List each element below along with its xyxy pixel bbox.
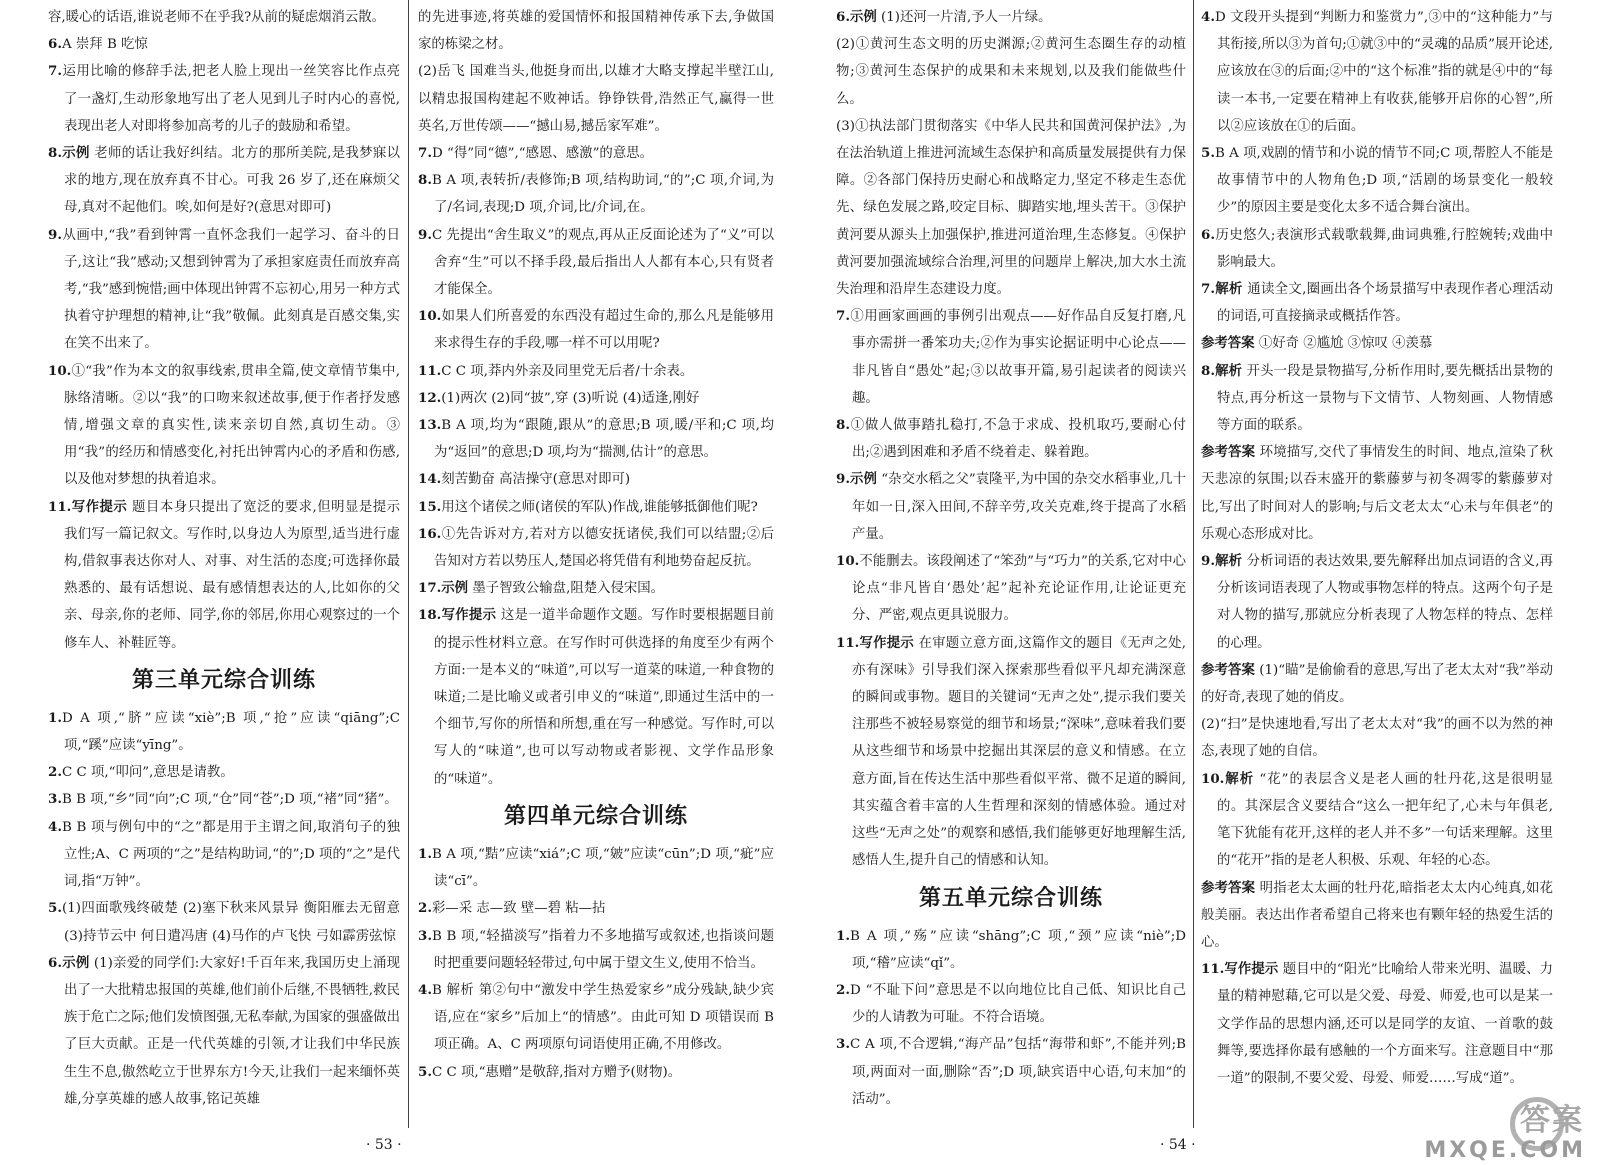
item-number: 6.: [48, 954, 62, 971]
item-keyword: 示例: [849, 9, 877, 25]
item-number: 9.: [836, 471, 850, 488]
answer-item: [418, 4, 774, 58]
column-divider-right: [1193, 0, 1194, 1128]
item-text: 题目中的“阳光”比喻给人带来光明、温暖、力量的精神慰藉,它可以是父爱、母爱、师爱,也可以是某一文学作品的思想内涵,还可以是同学的友谊、一首歌的鼓舞等,要选择你最有感触的一个方面来写。注意题目中“那一道”的限制,不要父爱、母爱、师爱……写成“道”。: [1217, 962, 1554, 1086]
answer-item: [418, 521, 774, 575]
item-text: D “不耻下问”意思是不以向地位比自己低、知识比自己少的人请教为可耻。不符合语境。: [849, 982, 1186, 1026]
item-text: (1)还河一片清,予人一片绿。: [876, 10, 1052, 25]
item-text: 通读全文,圈画出各个场景描写中表现作者心理活动的词语,可直接摘录或概括作答。: [1217, 282, 1553, 325]
item-number: 14.: [418, 471, 442, 488]
answer-item: [48, 222, 400, 358]
item-number: 8.: [836, 417, 850, 434]
answer-item: [1201, 875, 1553, 957]
item-keyword: 写作提示: [441, 607, 497, 624]
column-3: [836, 4, 1186, 1113]
item-text: ①先告诉对方,若对方以德安抚诸侯,我们可以结盟;②后告知对方若以势压人,楚国必将凭借有利地势奋起反抗。: [434, 526, 774, 570]
item-text: B A 项,“黠”应读“xiá”;C 项,“皴”应读“cūn”;D 项,“疵”应读“cī”。: [431, 846, 774, 890]
item-text: 环境描写,交代了事情发生的时间、地点,渲染了秋天悲凉的氛围;以吞末盛开的紫藤萝与初冬凋零的紫藤萝对比,写出了时间对人的影响;与后文老太太“心未与年俱老”的乐观心态形成对比。: [1201, 445, 1553, 542]
item-number: 10.: [836, 553, 860, 570]
item-text: 运用比喻的修辞手法,把老人脸上现出一丝笑容比作点亮了一盏灯,生动形象地写出了老人见到儿子时内心的喜悦,表现出老人对即将参加高考的儿子的鼓励和希望。: [61, 64, 400, 134]
item-number: 10.: [1201, 770, 1225, 787]
item-text: ①用画家画画的事例引出观点——好作品自反复打磨,凡事亦需拼一番笨功夫;②作为事实论据证明中心论点——非凡皆自“愚处”起;③以故事开篇,易引起读者的阅读兴趣。: [849, 309, 1186, 406]
item-number: 7.: [1201, 281, 1215, 298]
item-number: 1.: [836, 927, 850, 944]
item-number: 1.: [418, 845, 432, 862]
answer-item: [48, 140, 400, 222]
item-text: B B 项,“轻描淡写”指着力不多地描写或叙述,也指谈问题时把重要问题轻轻带过,句中属于望文生义,使用不恰当。: [431, 928, 774, 971]
item-keyword: 示例: [441, 580, 469, 597]
item-text: 的先进事迹,将英雄的爱国情怀和报国精神传承下去,争做国家的栋梁之材。: [418, 10, 774, 53]
answer-item: [418, 358, 774, 385]
item-number: 9.: [1201, 553, 1215, 570]
item-text: C C 项,“惠赠”是敬辞,指对方赠予(财物)。: [431, 1064, 682, 1080]
answer-item: [48, 494, 400, 657]
answer-item: [1201, 358, 1553, 440]
item-number: 13.: [418, 417, 442, 434]
item-keyword: 示例: [849, 471, 877, 488]
item-number: 11.: [48, 498, 72, 515]
item-keyword: 示例: [61, 954, 90, 971]
answer-item: [48, 786, 400, 813]
answer-item: [1201, 140, 1553, 222]
item-text: 彩—采 志—致 壁—碧 粘—拈: [431, 901, 606, 917]
item-text: ①好奇 ②尴尬 ③惊叹 ④羡慕: [1254, 336, 1433, 352]
item-text: 不能删去。该段阐述了“笨劲”与“巧力”的关系,它对中心论点“非凡皆自‘愚处’起”起补充论证作用,让论证更充分、严密,观点更具说服力。: [852, 554, 1186, 624]
item-number: 12.: [418, 389, 442, 406]
watermark-top-text: 答案: [1520, 1103, 1584, 1138]
item-number: 9.: [48, 226, 62, 243]
answer-item: [836, 630, 1186, 875]
item-text: D A 项,“脐”应读“xiè”;B 项,“抢”应读“qiāng”;C 项,“蹊”应读“yīng”。: [61, 710, 400, 754]
item-text: (2)①黄河生态文明的历史渊源;②黄河生态圈生存的动植物;③黄河生态保护的成果和未来规划,以及我们能做些什么。: [836, 37, 1186, 107]
answer-item: [418, 841, 774, 895]
answer-item: [1201, 222, 1553, 276]
answer-item: [48, 358, 400, 494]
item-number: 8.: [48, 145, 62, 162]
item-number: 7.: [48, 63, 62, 80]
item-number: 16.: [418, 525, 442, 542]
answer-item: [418, 222, 774, 304]
item-number: 7.: [418, 145, 432, 162]
unit-5-heading: 第五单元综合训练: [918, 885, 1103, 911]
item-keyword: 参考答案: [1201, 335, 1255, 352]
unit-4-heading: 第四单元综合训练: [503, 803, 688, 829]
page-number-left: · 53 ·: [366, 1137, 402, 1153]
item-text: ①“我”作为本文的叙事线索,贯串全篇,使文章情节集中,脉络清晰。②以“我”的口吻来叙述故事,便于作者抒发感情,增强文章的真实性,读来亲切自然,真切生动。③用“我”的经历和情感变化,衬托出钟霄内心的矛盾和伤感,以及他对梦想的执着追求。: [64, 363, 400, 488]
item-text: A 崇拜 B 吃惊: [61, 37, 148, 53]
item-text: 老师的话让我好纠结。北方的那所美院,是我梦寐以求的地方,现在放弃真不甘心。可我 26 岁了,还在麻烦父母,真对不起他们。唉,如何是好?(意思对即可): [64, 146, 400, 216]
item-text: (2)“扫”是快速地看,写出了老太太对“我”的画不以为然的神态,表现了她的自信。: [1201, 717, 1553, 760]
item-text: C C 项,“叩问”,意思是请教。: [61, 765, 234, 781]
item-text: 题目本身只提出了宽泛的要求,但明显是提示我们写一篇记叙文。写作时,以身边人为原型,适当进行虚构,借叙事表达你对人、对事、对生活的态度;可选择你最熟悉的、最有话想说、最有感情想表达的人,比如你的父亲、母亲,你的老师、同学,你的邻居,你用心观察过的一个修车人、补鞋匠等。: [64, 499, 401, 651]
answer-item: [418, 1059, 774, 1086]
column-4: [1201, 4, 1553, 1092]
item-number: 5.: [418, 1063, 432, 1080]
answer-item: [418, 140, 774, 167]
item-number: 8.: [418, 172, 432, 189]
item-keyword: 参考答案: [1201, 879, 1256, 896]
item-text: B A 项,均为“跟随,跟从”的意思;B 项,暖/平和;C 项,均为“返回”的意思;D 项,均为“揣测,估计”的意思。: [434, 418, 774, 461]
item-text: 这是一道半命题作文题。写作时要根据题目前的提示性材料立意。在写作时可供选择的角度至少有两个方面:一是本义的“味道”,可以写一道菜的味道,一种食物的味道;二是比喻义或者引申义的“味道”,即通过生活中的一个细节,写你的所悟和所想,重在写一种感觉。写作时,可以写人的“味道”,也可以写动物或者影视、文学作品形象的“味道”。: [434, 608, 774, 787]
item-text: (1)亲爱的同学们:大家好!千百年来,我国历史上涌现出了一大批精忠报国的英雄,他们前仆后继,不畏牺牲,救民族于危亡之际;他们发愤图强,无私奉献,为国家的强盛做出了巨大贡献。正是一代代英雄的引领,才让我们中华民族生生不息,傲然屹立于世界东方!今天,让我们一起来缅怀英雄,分享英雄的感人故事,铭记英雄: [64, 955, 400, 1107]
answer-item: [1201, 330, 1553, 357]
item-number: 11.: [1201, 961, 1225, 978]
answer-item: [418, 466, 774, 493]
answer-item: [418, 977, 774, 1059]
item-number: 10.: [418, 308, 442, 325]
item-keyword: 解析: [1214, 553, 1243, 570]
item-number: 3.: [418, 927, 432, 944]
answer-item: [836, 31, 1186, 113]
item-text: 容,暖心的话语,谁说老师不在乎我?从前的疑虑烟消云散。: [48, 10, 386, 25]
item-text: 墨子智致公输盘,阻楚入侵宋国。: [468, 581, 665, 597]
item-number: 18.: [418, 607, 442, 624]
item-number: 11.: [836, 634, 860, 651]
item-text: B B 项与例句中的“之”都是用于主谓之间,取消句子的独立性;A、C 两项的“之”是结构助词,“的”;D 项的“之”是代词,指“万钟”。: [61, 819, 400, 890]
item-number: 6.: [48, 36, 62, 53]
answer-item: [418, 412, 774, 466]
answer-item: [48, 705, 400, 759]
item-number: 6.: [1201, 226, 1215, 243]
item-keyword: 解析: [1224, 770, 1255, 787]
answer-item: [48, 950, 400, 1113]
item-text: 开头一段是景物描写,分析作用时,要先概括出景物的特点,再分析这一景物与下文情节、人物刻画、人物情感等方面的联系。: [1217, 363, 1553, 434]
column-divider-left: [408, 0, 409, 1128]
item-keyword: 参考答案: [1201, 444, 1256, 461]
item-number: 2.: [418, 900, 432, 917]
item-text: 从画中,“我”看到钟霄一直怀念我们一起学习、奋斗的日子,这让“我”感动;又想到钟霄为了承担家庭责任而放弃高考,“我”感到惋惜;画中体现出钟霄不忘初心,用另一种方式执着守护理想的精神,让“我”敬佩。此刻真是百感交集,实在笑不出来了。: [61, 227, 400, 352]
answer-item: [418, 58, 774, 140]
answer-item: [48, 895, 400, 949]
answer-item: [48, 58, 400, 140]
answer-item: [418, 167, 774, 221]
item-text: 历史悠久;表演形式载歌载舞,曲词典雅,行腔婉转;戏曲中影响最大。: [1214, 227, 1553, 270]
answer-item: [418, 385, 774, 412]
item-keyword: 写作提示: [71, 498, 128, 515]
unit-3-heading: 第三单元综合训练: [131, 667, 316, 693]
item-keyword: 示例: [61, 145, 90, 162]
answer-item: [48, 759, 400, 786]
item-keyword: 写作提示: [1224, 961, 1279, 978]
item-text: (1)四面歌残终破楚 (2)塞下秋来风景异 衡阳雁去无留意 (3)持节云中 何日遣冯唐 (4)马作的卢飞快 弓如霹雳弦惊: [61, 901, 400, 944]
answer-item: [48, 31, 400, 58]
item-text: “花”的表层含义是老人画的牡丹花,这是很明显的。其深层含义要结合“这么一把年纪了,心未与年俱老,笔下犹能有花开,这样的老人并不多”一句话来理解。这里的“花开”指的是老人积极、乐观、年轻的心态。: [1217, 771, 1554, 869]
item-number: 3.: [48, 791, 62, 808]
column-2: [418, 4, 774, 1086]
item-number: 4.: [418, 981, 432, 998]
answer-item: [1201, 766, 1553, 875]
answer-item: [1201, 439, 1553, 548]
page-number-right: · 54 ·: [1160, 1137, 1196, 1153]
answer-item: [836, 548, 1186, 630]
item-text: (1)“瞄”是偷偷看的意思,写出了老太太对“我”举动的好奇,表现了她的俏皮。: [1201, 662, 1553, 706]
item-text: C C 项,莽内外亲及同里党无后者/十余表。: [441, 363, 694, 379]
item-number: 5.: [48, 900, 62, 917]
item-number: 4.: [48, 818, 62, 835]
answer-item: [418, 602, 774, 792]
item-number: 10.: [48, 362, 72, 379]
item-text: B A 项,戏剧的情节和小说的情节不同;C 项,帮腔人不能是故事情节中的人物角色;D 项,“活剧的场景变化一般较少”的原因主要是变化太多不适合舞台演出。: [1214, 146, 1553, 216]
answer-item: [1201, 4, 1553, 140]
answer-item: [836, 4, 1186, 31]
item-text: D “得”同“德”,“感恩、感激”的意思。: [431, 146, 653, 162]
item-text: D 文段开头提到“判断力和鉴赏力”,③中的“这种能力”与其衔接,所以③为首句;①就③中的“灵魂的品质”展开论述,应该放在③的后面;②中的“这个标准”指的就是④中的“每读一本书,一定要在精神上有收获,能够开启你的心智”,所以②应该放在①的后面。: [1214, 10, 1553, 134]
item-text: (3)①执法部门贯彻落实《中华人民共和国黄河保护法》,为在法治轨道上推进河流域生态保护和高质量发展提供有力保障。②各部门保持历史耐心和战略定力,坚定不移走生态优先、绿色发展之路,咬定目标、脚踏实地,埋头苦干。③保护黄河要从源头上加强保护,推进河道治理,生态修复。④保护黄河要加强流域综合治理,河里的问题岸上解决,加大水土流失治理和沿岸生态建设力度。: [836, 118, 1186, 298]
item-number: 8.: [1201, 362, 1215, 379]
item-number: 6.: [836, 9, 850, 25]
answer-item: [836, 923, 1186, 977]
item-text: B 解析 第②句中“激发中学生热爱家乡”成分残缺,缺少宾语,应在“家乡”后加上“的情感”。由此可知 D 项错误而 B 项正确。A、C 两项原句词语使用正确,不用修改。: [431, 982, 774, 1053]
answer-item: [836, 303, 1186, 412]
item-keyword: 解析: [1214, 362, 1243, 379]
answer-item: [836, 113, 1186, 303]
item-keyword: 解析: [1214, 281, 1243, 298]
answer-item: [836, 466, 1186, 548]
item-number: 7.: [836, 308, 850, 325]
answer-item: [1201, 276, 1553, 330]
answer-item: [418, 923, 774, 977]
item-keyword: 参考答案: [1201, 661, 1255, 678]
watermark-logo: [1414, 1095, 1594, 1165]
item-number: 3.: [836, 1036, 850, 1053]
answer-item: [836, 977, 1186, 1031]
answer-item: [1201, 657, 1553, 711]
item-text: (2)岳飞 国难当头,他挺身而出,以雄才大略支撑起半壁江山,以精忠报国构建起不败神话。铮铮铁骨,浩然正气,赢得一世英名,万世传颂——“撼山易,撼岳家军难”。: [418, 64, 774, 134]
item-text: 分析词语的表达效果,要先解释出加点词语的含义,再分析该词语表现了人物或事物怎样的特点。这两个句子是对人物的描写,那就应分析表现了人物怎样的特点、怎样的心理。: [1217, 554, 1553, 651]
item-keyword: 写作提示: [859, 634, 915, 651]
item-number: 5.: [1201, 145, 1215, 162]
item-text: B A 项,“殇”应读“shāng”;C 项,“颈”应读“niè”;D 项,“稽”应读“qǐ”。: [849, 928, 1186, 971]
item-text: C 先提出“舍生取义”的观点,再从正反面论述为了“义”可以舍弃“生”可以不择手段,最后指出人人都有本心,只有贤者才能保全。: [431, 227, 774, 298]
item-number: 2.: [48, 764, 62, 781]
item-text: (1)两次 (2)同“披”,穿 (3)听说 (4)适逢,刚好: [441, 390, 700, 406]
item-number: 1.: [48, 709, 62, 726]
answer-item: [418, 895, 774, 922]
answer-item: [418, 494, 774, 521]
item-text: 用这个诸侯之师(诸侯的军队)作战,谁能够抵御他们呢?: [441, 499, 758, 515]
item-text: C A 项,不合逻辑,“海产品”包括“海带和虾”,不能并列;B 项,两面对一面,删除“否”;D 项,缺宾语中心语,句末加“的活动”。: [849, 1037, 1186, 1107]
item-number: 15.: [418, 498, 442, 515]
watermark-bottom-text: MXQE.COM: [1424, 1138, 1586, 1163]
item-text: B B 项,“乡”同“向”;C 项,“仓”同“苍”;D 项,“褚”同“猪”。: [61, 792, 398, 808]
item-text: “杂交水稻之父”袁隆平,为中国的杂交水稻事业,几十年如一日,深入田间,不辞辛劳,攻关克难,终于提高了水稻产量。: [852, 472, 1186, 542]
column-1: [48, 4, 400, 1113]
item-number: 2.: [836, 981, 850, 998]
answer-item: [836, 1031, 1186, 1113]
item-number: 17.: [418, 580, 442, 597]
item-number: 4.: [1201, 9, 1215, 25]
item-text: B A 项,表转折/表修饰;B 项,结构助词,“的”;C 项,介词,为了/名词,表现;D 项,介词,比/介词,在。: [431, 173, 774, 216]
answer-item: [418, 575, 774, 602]
answer-item: [1201, 956, 1553, 1092]
answer-item: [836, 412, 1186, 466]
answer-item: [418, 303, 774, 357]
answer-item: [1201, 711, 1553, 765]
item-text: 如果人们所喜爱的东西没有超过生命的,那么凡是能够用来求得生存的手段,哪一样不可以用呢?: [434, 309, 774, 352]
item-number: 9.: [418, 226, 432, 243]
item-text: 刻苦勤奋 高洁操守(意思对即可): [441, 472, 631, 488]
answer-item: [48, 4, 400, 31]
answer-item: [48, 814, 400, 896]
item-text: 明指老太太画的牡丹花,暗指老太太内心纯真,如花般美丽。表达出作者希望自己将来也有颗年轻的热爱生活的心。: [1201, 880, 1553, 950]
item-text: ①做人做事踏扎稳打,不急于求成、投机取巧,要耐心付出;②遇到困难和矛盾不绕着走、躲着跑。: [849, 418, 1186, 461]
answer-item: [1201, 548, 1553, 657]
item-number: 11.: [418, 362, 442, 379]
item-text: 在审题立意方面,这篇作文的题目《无声之处,亦有深味》引导我们深入探索那些看似平凡却充满深意的瞬间或事物。题目的关键词“无声之处”,提示我们要关注那些不被轻易察觉的细节和场景;“深味”,意味着我们要从这些细节和场景中挖掘出其深层的意义和情感。在立意方面,旨在传达生活中那些看似平常、微不足道的瞬间,其实蕴含着丰富的人生哲理和深刻的情感体验。通过对这些“无声之处”的观察和感悟,我们能够更好地理解生活,感悟人生,提升自己的情感和认知。: [852, 635, 1187, 869]
